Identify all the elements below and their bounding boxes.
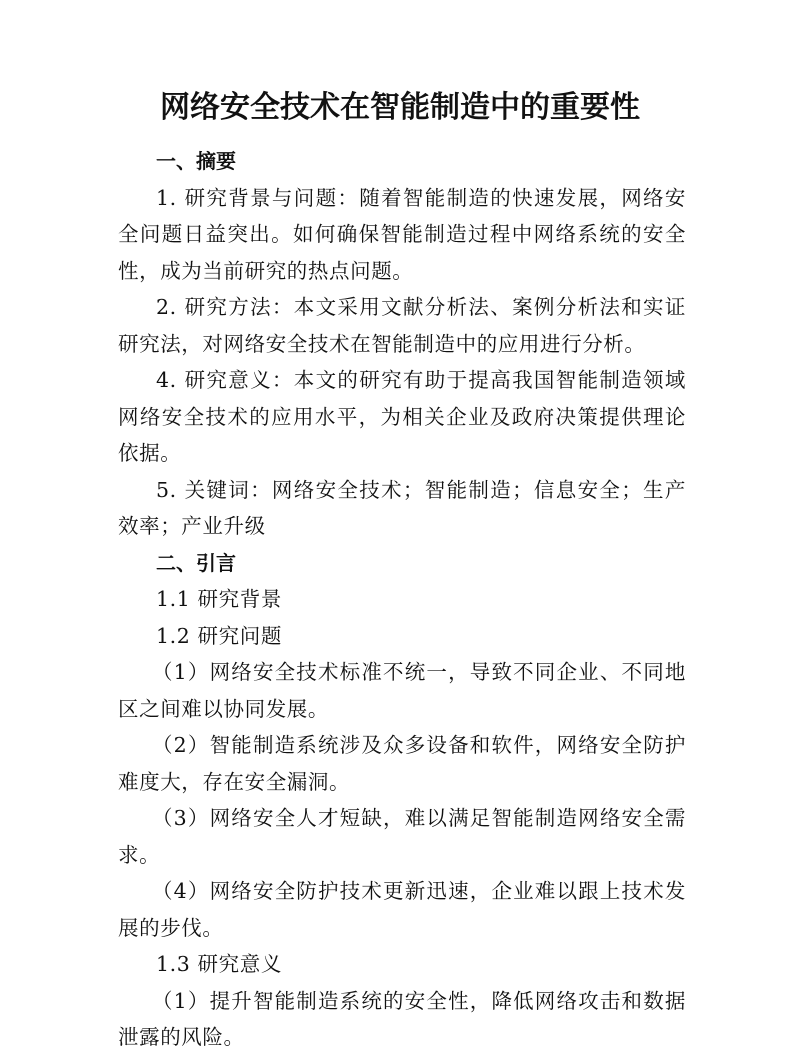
section-heading-introduction: 二、引言: [156, 550, 236, 575]
subsection-research-significance: 1.3 研究意义: [156, 952, 282, 976]
research-question-item: （2）智能制造系统涉及众多设备和软件，网络安全防护难度大，存在安全漏洞。: [118, 733, 686, 794]
significance-item: （1）提升智能制造系统的安全性，降低网络攻击和数据泄露的风险。: [118, 988, 686, 1049]
abstract-significance: 4. 研究意义：本文的研究有助于提高我国智能制造领域网络安全技术的应用水平，为相关企业及政府决策提供理论依据。: [118, 368, 686, 465]
research-question-item: （1）网络安全技术标准不统一，导致不同企业、不同地区之间难以协同发展。: [118, 660, 686, 721]
research-question-item: （3）网络安全人才短缺，难以满足智能制造网络安全需求。: [118, 806, 686, 867]
section-heading-abstract: 一、摘要: [156, 149, 236, 173]
abstract-background: 1. 研究背景与问题：随着智能制造的快速发展，网络安全问题日益突出。如何确保智能制造过程中网络系统的安全性，成为当前研究的热点问题。: [118, 185, 686, 283]
abstract-keywords: 5. 关键词：网络安全技术；智能制造；信息安全；生产效率；产业升级: [118, 477, 686, 538]
abstract-method: 2. 研究方法：本文采用文献分析法、案例分析法和实证研究法，对网络安全技术在智能制造中的应用进行分析。: [118, 295, 686, 356]
research-question-item: （4）网络安全防护技术更新迅速，企业难以跟上技术发展的步伐。: [118, 879, 686, 940]
subsection-research-background: 1.1 研究背景: [156, 587, 282, 611]
subsection-research-questions: 1.2 研究问题: [156, 623, 282, 648]
document-body: [118, 143, 686, 1056]
document-title: 网络安全技术在智能制造中的重要性: [160, 90, 640, 125]
